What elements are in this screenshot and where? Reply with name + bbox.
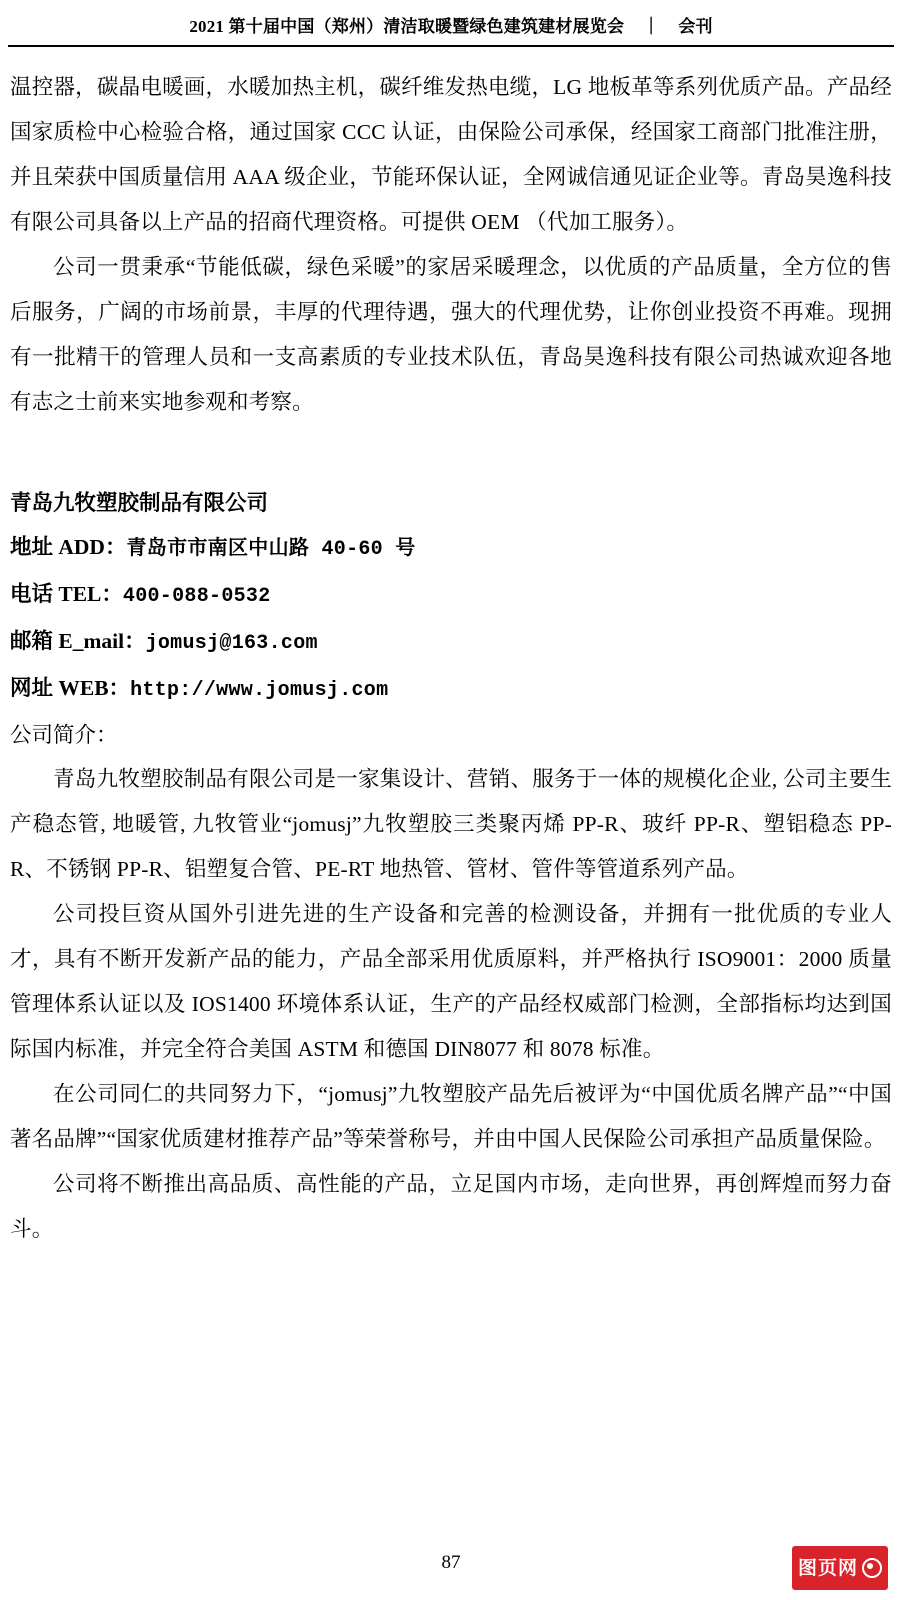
watermark-logo: [792, 1546, 888, 1590]
company-intro-paragraph: 公司将不断推出高品质、高性能的产品，立足国内市场，走向世界，再创辉煌而努力奋斗。: [10, 1172, 892, 1241]
header-separator: ｜: [642, 17, 660, 36]
company-phone-label: 电话 TEL：: [10, 582, 123, 606]
company-name: 青岛九牧塑胶制品有限公司: [10, 491, 269, 515]
company-website-label: 网址 WEB：: [10, 676, 131, 700]
company-intro-paragraph: 公司投巨资从国外引进先进的生产设备和完善的检测设备，并拥有一批优质的专业人才，具有不断开发新产品的能力，产品全部采用优质原料，并严格执行 ISO9001：2000 质量管理体系认证以及 IOS1400 环境体系认证，生产的产品经权威部门检测，全部指标均达到国际国内标准，并完全符合美国 ASTM 和德国 DIN8077 和 8078 标准。: [10, 902, 892, 1061]
company-intro-label: 公司简介：: [10, 723, 118, 747]
company-email-value: jomusj@163.com: [145, 632, 318, 655]
company-address: [10, 525, 892, 572]
section-spacer: [10, 425, 892, 481]
company-intro-paragraph: 在公司同仁的共同努力下，“jomusj”九牧塑胶产品先后被评为“中国优质名牌产品”“中国著名品牌”“国家优质建材推荐产品”等荣誉称号，并由中国人民保险公司承担产品质量保险。: [10, 1082, 892, 1151]
company-website[interactable]: [10, 666, 892, 713]
company-intro-paragraph: 青岛九牧塑胶制品有限公司是一家集设计、营销、服务于一体的规模化企业, 公司主要生产稳态管, 地暖管, 九牧管业“jomusj”九牧塑胶三类聚丙烯 PP-R、玻纤 PP-R、塑铝稳态 PP-R、不锈钢 PP-R、铝塑复合管、PE-RT 地热管、管材、管件等管道系列产品。: [10, 767, 892, 881]
header-section: 会刊: [678, 17, 713, 36]
watermark-text: 图页网: [798, 1557, 859, 1579]
watermark-dot-icon: [862, 1558, 882, 1578]
company-website-value[interactable]: http://www.jomusj.com: [130, 679, 389, 702]
page-header: [8, 0, 894, 37]
body-paragraph: 公司一贯秉承“节能低碳，绿色采暖”的家居采暖理念，以优质的产品质量，全方位的售后服务，广阔的市场前景，丰厚的代理待遇，强大的代理优势，让你创业投资不再难。现拥有一批精干的管理人员和一支高素质的专业技术队伍，青岛昊逸科技有限公司热诚欢迎各地有志之士前来实地参观和考察。: [10, 255, 892, 414]
company-phone: [10, 572, 892, 619]
company-email: [10, 619, 892, 666]
company-email-label: 邮箱 E_mail：: [10, 629, 146, 653]
company-phone-value: 400-088-0532: [122, 585, 271, 608]
company-address-label: 地址 ADD：: [10, 535, 127, 559]
header-title: 2021 第十届中国（郑州）清洁取暖暨绿色建筑建材展览会: [189, 17, 625, 36]
page-number: 87: [441, 1552, 461, 1573]
company-address-value: 青岛市市南区中山路 40-60 号: [126, 538, 416, 561]
page-content: [8, 47, 894, 1252]
body-paragraph: 温控器，碳晶电暖画，水暖加热主机，碳纤维发热电缆，LG 地板革等系列优质产品。产品经国家质检中心检验合格，通过国家 CCC 认证，由保险公司承保，经国家工商部门批准注册，并且荣获中国质量信用 AAA 级企业，节能环保认证，全网诚信通见证企业等。青岛昊逸科技有限公司具备以上产品的招商代理资格。可提供 OEM （代加工服务）。: [10, 75, 892, 234]
